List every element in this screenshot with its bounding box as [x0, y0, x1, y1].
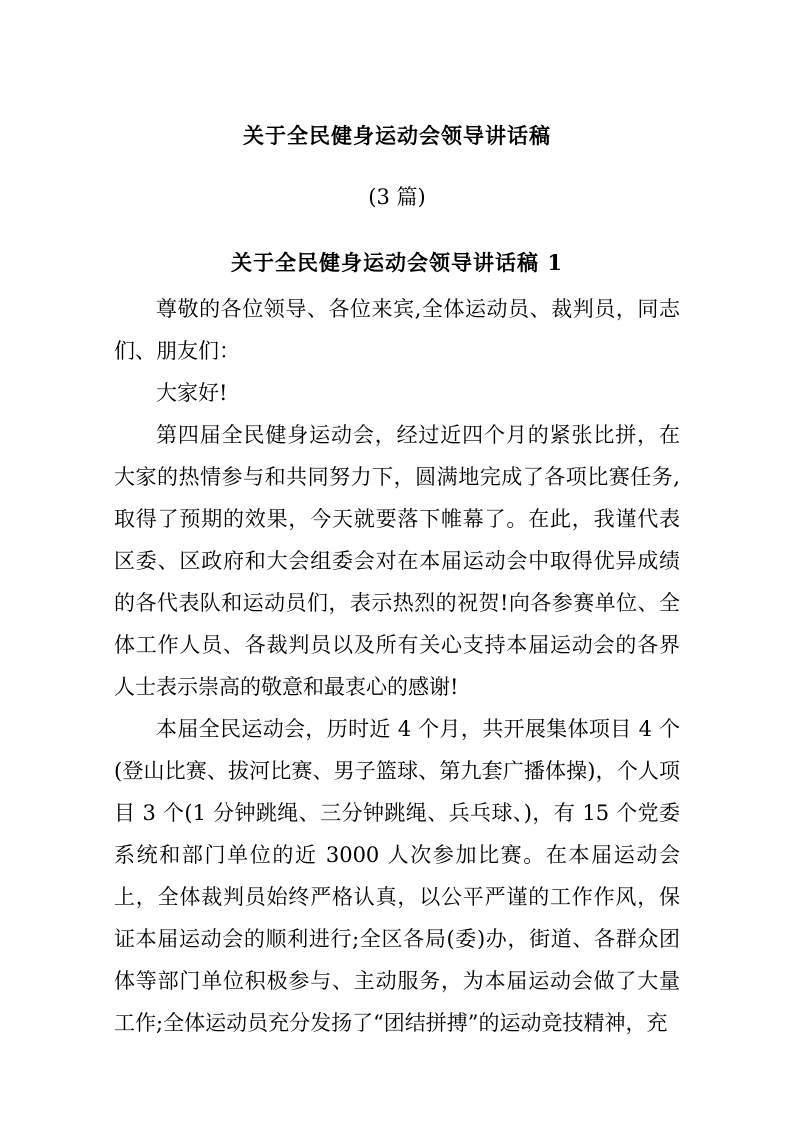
paragraph-body-1: 第四届全民健身运动会，经过近四个月的紧张比拼，在大家的热情参与和共同努力下，圆满地完成了各项比赛任务,取得了预期的效果，今天就要落下帷幕了。在此，我谨代表区委、区政府和大会组委会对在本届运动会中取得优异成绩的各代表队和运动员们，表示热烈的祝贺!向各参赛单位、全体工作人员、各裁判员以及所有关心支持本届运动会的各界人士表示崇高的敬意和最衷心的感谢! [114, 423, 680, 699]
paragraph-salutation: 尊敬的各位领导、各位来宾,全体运动员、裁判员，同志们、朋友们： [114, 297, 680, 363]
document-subtitle: (3 篇) [368, 185, 426, 209]
section-heading: 关于全民健身运动会领导讲话稿 1 [231, 250, 563, 275]
paragraph-greeting: 大家好! [156, 381, 228, 405]
paragraph-body-2: 本届全民运动会，历时近 4 个月，共开展集体项目 4 个(登山比赛、拔河比赛、男子篮球、第九套广播体操)，个人项目 3 个(1 分钟跳绳、三分钟跳绳、兵乓球、)，有 15 个党委系统和部门单位的近 3000 人次参加比赛。在本届运动会上，全体裁判员始终严格认真，以公平严谨的工作作风，保证本届运动会的顺利进行;全区各局(委)办，街道、各群众团体等部门单位积极参与、主动服务，为本届运动会做了大量工作;全体运动员充分发扬了“团结拼搏”的运动竞技精神，充 [114, 717, 680, 1035]
document-title: 关于全民健身运动会领导讲话稿 [243, 123, 551, 148]
